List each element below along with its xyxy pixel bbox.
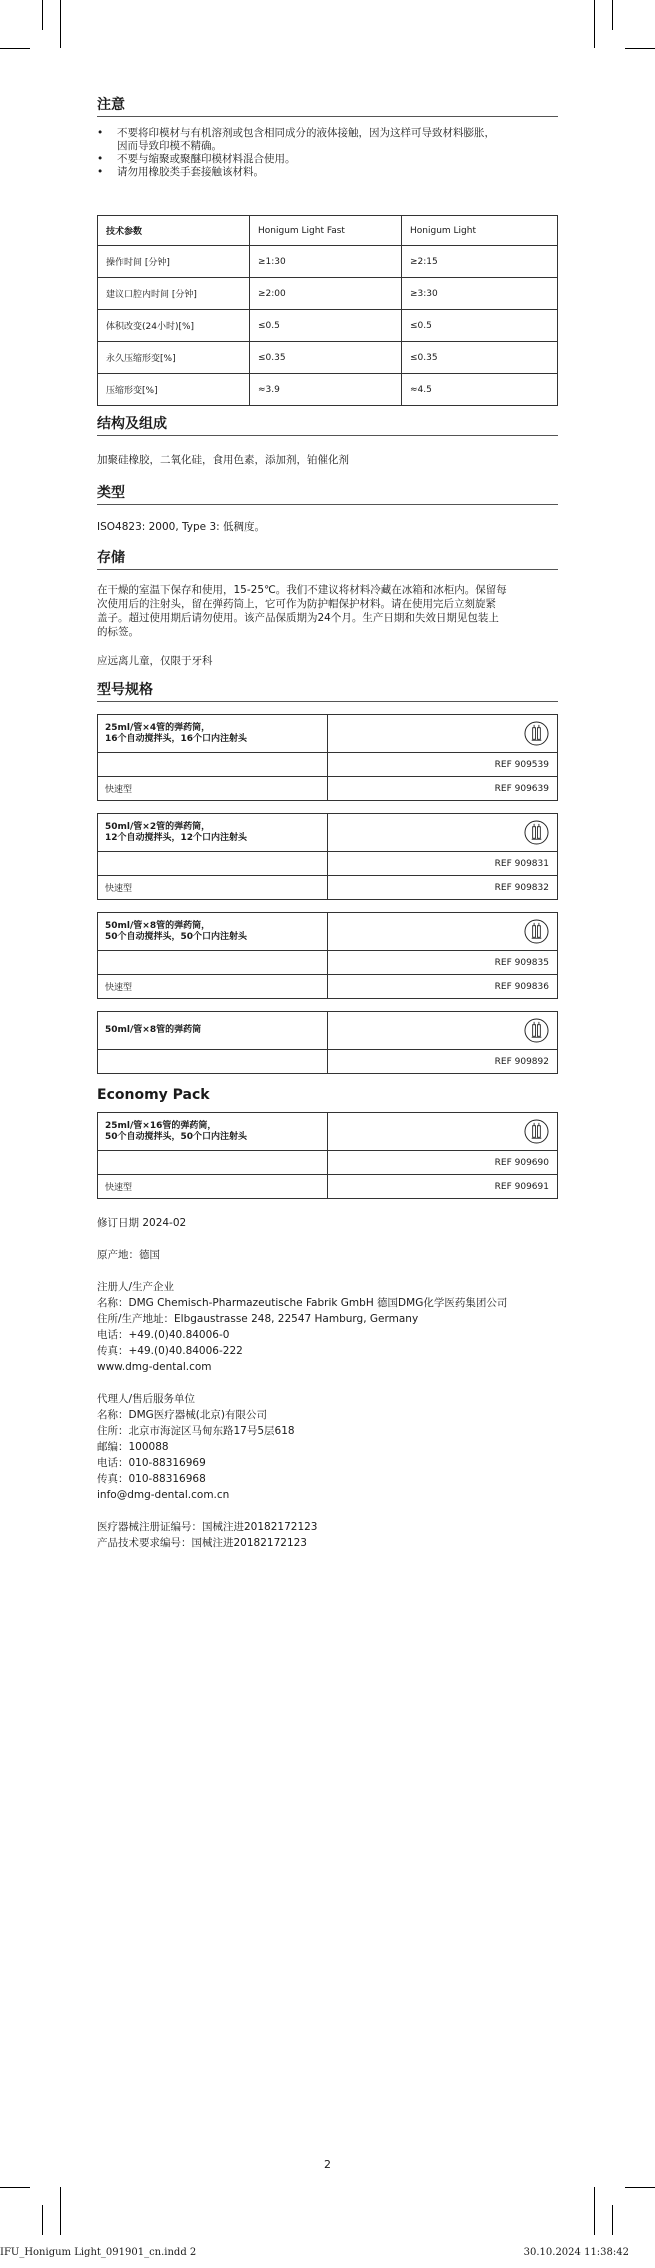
storage-line: 盖子。超过使用期后请勿使用。该产品保质期为24个月。生产日期和失效日期见包装上 (97, 612, 499, 624)
table-cell: 体积改变(24小时)[%] (98, 310, 250, 342)
table-cell: 永久压缩形变[%] (98, 342, 250, 374)
pack-ref: REF 909836 (494, 981, 549, 992)
manufacturer-block (97, 1279, 558, 1375)
pack-variant: 快速型 (98, 1175, 328, 1198)
type-text: ISO4823: 2000, Type 3: 低稠度。 (97, 521, 266, 533)
notice-bullet (97, 127, 558, 153)
crop-mark (0, 2187, 30, 2188)
product-pack (97, 1112, 558, 1199)
registration-line: 医疗器械注册证编号：国械注进20182172123 (97, 1521, 318, 1533)
agent-line: 传真：010-88316968 (97, 1473, 206, 1485)
pack-variant (98, 753, 328, 776)
footer-filename: IFU_Honigum Light_091901_cn.indd 2 (0, 2247, 197, 2258)
pack-variant: 快速型 (98, 777, 328, 800)
cartridge-icon (524, 1119, 549, 1144)
manufacturer-line: 名称：DMG Chemisch-Pharmazeutische Fabrik GmbH 德国DMG化学医药集团公司 (97, 1297, 508, 1309)
pack-header-row (98, 715, 557, 752)
product-pack (97, 714, 558, 801)
crop-mark (625, 48, 655, 49)
storage-line: 在干燥的室温下保存和使用，15-25℃。我们不建议将材料冷藏在冰箱和冰柜内。保留每 (97, 584, 507, 596)
cartridge-icon (524, 820, 549, 845)
agent-line: 邮编：100088 (97, 1441, 169, 1453)
agent-block (97, 1391, 558, 1503)
storage-line: 次使用后的注射头，留在弹药筒上，它可作为防护帽保护材料。请在使用完后立刻旋紧 (97, 598, 496, 610)
cartridge-icon (524, 721, 549, 746)
notice-text: 因而导致印模不精确。 (117, 140, 222, 152)
pack-variant: 快速型 (98, 876, 328, 899)
economy-heading: Economy Pack (97, 1087, 210, 1103)
table-cell: 压缩形变[%] (98, 374, 250, 406)
crop-mark (612, 0, 613, 30)
product-pack (97, 813, 558, 900)
storage-note: 应远离儿童，仅限于牙科 (97, 655, 213, 667)
page-number: 2 (324, 2158, 331, 2171)
pack-variant: 快速型 (98, 975, 328, 998)
table-cell: ≤0.35 (402, 342, 558, 374)
pack-ref: REF 909892 (494, 1056, 549, 1067)
table-cell: ≤0.5 (402, 310, 558, 342)
crop-mark (60, 0, 61, 48)
manufacturer-line: 注册人/生产企业 (97, 1281, 175, 1293)
footer-timestamp: 30.10.2024 11:38:42 (523, 2247, 629, 2258)
notice-heading: 注意 (97, 96, 558, 117)
product-pack (97, 1011, 558, 1074)
pack-ref: REF 909539 (494, 759, 549, 770)
cartridge-icon (524, 919, 549, 944)
pack-title: 25ml/管×16管的弹药筒， 50个自动搅拌头，50个口内注射头 (105, 1120, 248, 1142)
type-heading: 类型 (97, 484, 558, 505)
pack-title: 50ml/管×8管的弹药筒 (105, 1025, 202, 1035)
pack-title: 25ml/管×4管的弹药筒， 16个自动搅拌头，16个口内注射头 (105, 722, 248, 744)
table-cell: ≤0.35 (250, 342, 402, 374)
pack-variant (98, 852, 328, 875)
pack-row (98, 752, 557, 776)
pack-ref: REF 909690 (494, 1157, 549, 1168)
pack-row (98, 776, 557, 800)
notice-bullet: • 请勿用橡胶类手套接触该材料。 (97, 166, 558, 179)
table-cell: ≥3:30 (402, 278, 558, 310)
pack-header-row (98, 814, 557, 851)
table-row (98, 342, 558, 374)
storage-line: 的标签。 (97, 626, 139, 638)
product-pack (97, 912, 558, 999)
notice-list (97, 127, 558, 179)
table-row (98, 310, 558, 342)
pack-variant (98, 1050, 328, 1073)
country-of-origin: 原产地：德国 (97, 1249, 160, 1261)
table-cell: ≥2:00 (250, 278, 402, 310)
models-heading: 型号规格 (97, 681, 558, 702)
table-row (98, 278, 558, 310)
pack-title: 50ml/管×8管的弹药筒， 50个自动搅拌头，50个口内注射头 (105, 920, 248, 942)
registration-block (97, 1519, 558, 1551)
pack-row (98, 1049, 557, 1073)
crop-mark (60, 2187, 61, 2235)
header-cell: Honigum Light (402, 216, 558, 246)
table-cell: ≈4.5 (402, 374, 558, 406)
pack-ref: REF 909831 (494, 858, 549, 869)
crop-mark (594, 2187, 595, 2235)
technical-data-table (97, 215, 558, 406)
registration-line: 产品技术要求编号：国械注进20182172123 (97, 1537, 307, 1549)
pack-header-row (98, 913, 557, 950)
pack-header-row (98, 1113, 557, 1150)
table-cell: 操作时间 [分钟] (98, 246, 250, 278)
pack-header-row (98, 1012, 557, 1049)
revision-date: 修订日期 2024-02 (97, 1217, 187, 1229)
pack-variant (98, 951, 328, 974)
storage-heading: 存储 (97, 549, 558, 570)
pack-ref: REF 909639 (494, 783, 549, 794)
pack-ref: REF 909832 (494, 882, 549, 893)
agent-line: 电话：010-88316969 (97, 1457, 206, 1469)
pack-ref: REF 909691 (494, 1181, 549, 1192)
header-cell: Honigum Light Fast (250, 216, 402, 246)
pack-variant (98, 1151, 328, 1174)
manufacturer-line: 传真：+49.(0)40.84006-222 (97, 1345, 243, 1357)
manufacturer-website: www.dmg-dental.com (97, 1361, 212, 1373)
agent-line: 代理人/售后服务单位 (97, 1393, 196, 1405)
crop-mark (625, 2187, 655, 2188)
pack-row (98, 875, 557, 899)
crop-mark (612, 2205, 613, 2235)
pack-ref: REF 909835 (494, 957, 549, 968)
pack-row (98, 851, 557, 875)
document-body (97, 96, 558, 1551)
agent-line: 住所：北京市海淀区马甸东路17号5层618 (97, 1425, 295, 1437)
table-row (98, 374, 558, 406)
composition-text: 加聚硅橡胶，二氧化硅，食用色素，添加剂，铂催化剂 (97, 454, 349, 466)
manufacturer-line: 电话：+49.(0)40.84006-0 (97, 1329, 230, 1341)
storage-text (97, 583, 558, 639)
table-cell: ≥2:15 (402, 246, 558, 278)
crop-mark (594, 0, 595, 48)
table-cell: 建议口腔内时间 [分钟] (98, 278, 250, 310)
composition-heading: 结构及组成 (97, 415, 558, 436)
table-cell: ≤0.5 (250, 310, 402, 342)
table-row (98, 246, 558, 278)
table-cell: ≈3.9 (250, 374, 402, 406)
table-header-row (98, 216, 558, 246)
pack-row (98, 1174, 557, 1198)
agent-email: info@dmg-dental.com.cn (97, 1489, 230, 1501)
manufacturer-line: 住所/生产地址：Elbgaustrasse 248, 22547 Hamburg, Germany (97, 1313, 419, 1325)
cartridge-icon (524, 1018, 549, 1043)
pack-row (98, 950, 557, 974)
crop-mark (0, 48, 30, 49)
header-cell: 技术参数 (98, 216, 250, 246)
table-cell: ≥1:30 (250, 246, 402, 278)
pack-title: 50ml/管×2管的弹药筒， 12个自动搅拌头，12个口内注射头 (105, 821, 248, 843)
pack-row (98, 974, 557, 998)
pack-row (98, 1150, 557, 1174)
agent-line: 名称：DMG医疗器械(北京)有限公司 (97, 1409, 267, 1421)
crop-mark (42, 2205, 43, 2235)
notice-text: 不要将印模材与有机溶剂或包含相同成分的液体接触，因为这样可导致材料膨胀， (117, 127, 495, 139)
crop-mark (42, 0, 43, 30)
notice-bullet: • 不要与缩聚或聚醚印模材料混合使用。 (97, 153, 558, 166)
